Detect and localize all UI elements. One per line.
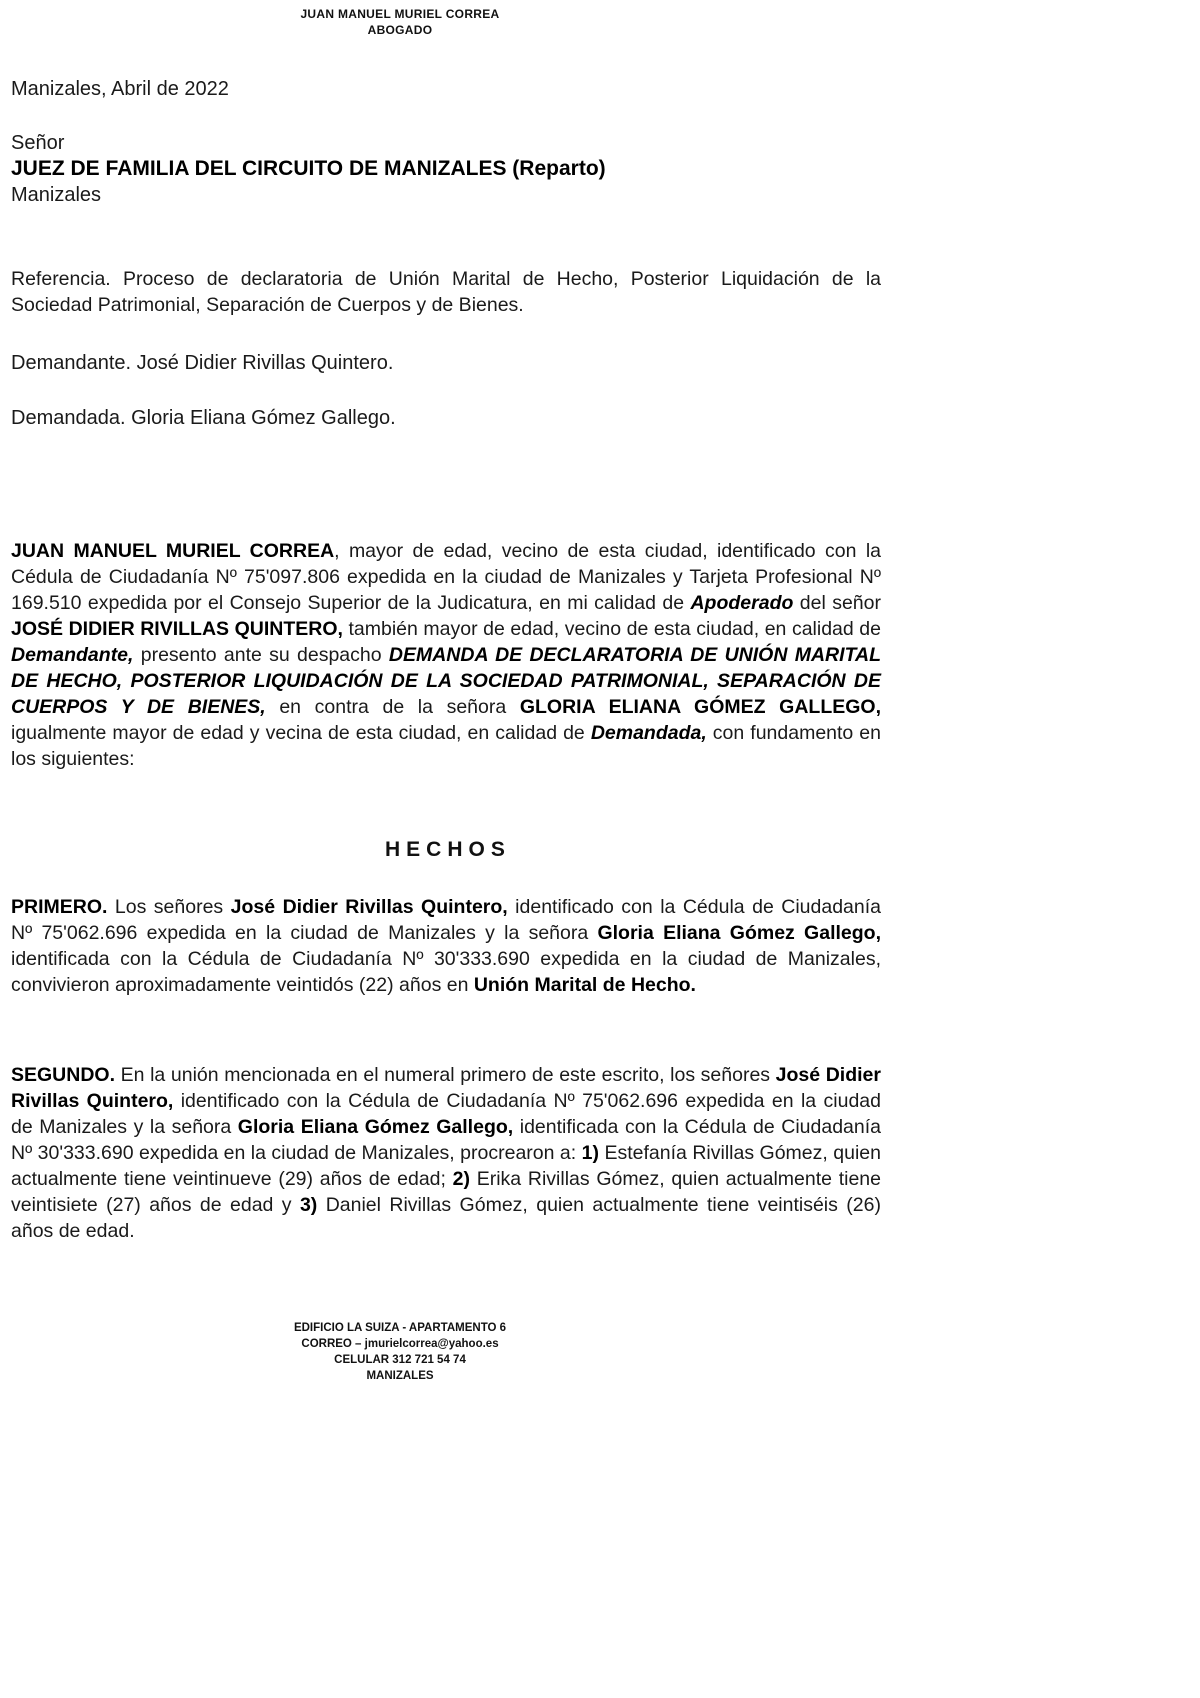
demandante-term: Demandante, — [11, 644, 134, 666]
segundo-name2: Gloria Eliana Gómez Gallego, — [237, 1116, 514, 1138]
client-name: JOSÉ DIDIER RIVILLAS QUINTERO, — [11, 618, 343, 640]
demandada-term: Demandada, — [590, 722, 707, 744]
apoderado-term: Apoderado — [690, 592, 794, 614]
segundo-text-f: Daniel Rivillas Gómez, quien actualmente tiene veintiséis (26) años de edad. — [11, 1194, 881, 1242]
intro-text-c: también mayor de edad, vecino de esta ciudad, en calidad de — [342, 618, 881, 640]
primero-union: Unión Marital de Hecho. — [473, 974, 696, 996]
segundo-text-b: identificado con la Cédula de Ciudadanía Nº 75'062.696 expedida en la ciudad de Manizales y la señora — [11, 1090, 881, 1138]
child-1-number: 1) — [581, 1142, 600, 1164]
defendant-line: Demandada. Gloria Eliana Gómez Gallego. — [11, 407, 396, 429]
fact-segundo — [11, 1062, 881, 1244]
primero-name2: Gloria Eliana Gómez Gallego, — [597, 922, 881, 944]
footer-contact — [220, 1320, 580, 1384]
primero-text-b: identificado con la Cédula de Ciudadanía Nº 75'062.696 expedida en la ciudad de Manizales y la señora — [11, 896, 881, 944]
segundo-label: SEGUNDO. — [11, 1064, 116, 1086]
reference: Referencia. Proceso de declaratoria de Unión Marital de Hecho, Posterior Liquidación de la Sociedad Patrimonial, Separación de Cuerpos y de Bienes. — [11, 268, 881, 316]
primero-name1: José Didier Rivillas Quintero, — [230, 896, 508, 918]
intro-text-g: con fundamento en los siguientes: — [11, 722, 881, 770]
defendant-name: GLORIA ELIANA GÓMEZ GALLEGO, — [519, 696, 882, 718]
letterhead-title: ABOGADO — [367, 23, 433, 37]
date-line: Manizales, Abril de 2022 — [11, 78, 229, 100]
letterhead — [270, 6, 530, 38]
segundo-text-a: En la unión mencionada en el numeral primero de este escrito, los señores — [115, 1064, 776, 1086]
fact-primero — [11, 894, 881, 998]
child-2-number: 2) — [452, 1168, 470, 1190]
child-3-number: 3) — [299, 1194, 318, 1216]
primero-text-c: identificada con la Cédula de Ciudadanía Nº 30'333.690 expedida en la ciudad de Manizales, convivieron aproximadamente veintidós (22) años en — [11, 948, 881, 996]
primero-text-a: Los señores — [107, 896, 231, 918]
intro-text-d: presento ante su despacho — [133, 644, 389, 666]
letterhead-name: JUAN MANUEL MURIEL CORREA — [300, 7, 500, 21]
judge-title: JUEZ DE FAMILIA DEL CIRCUITO DE MANIZALES (Reparto) — [11, 157, 606, 180]
segundo-text-d: Estefanía Rivillas Gómez, quien actualmente tiene veintinueve (29) años de edad; — [11, 1142, 881, 1190]
intro-text-a: , mayor de edad, vecino de esta ciudad, identificado con la Cédula de Ciudadanía Nº 75'097.806 expedida en la ciudad de Manizales y Tarjeta Profesional Nº 169.510 expedida por el Consejo Superior de la Judicatura, en mi calidad de — [11, 540, 881, 614]
footer-email: CORREO – jmurielcorrea@yahoo.es — [301, 1338, 499, 1350]
segundo-text-e: Erika Rivillas Gómez, quien actualmente tiene veintisiete (27) años de edad y — [11, 1168, 881, 1216]
demand-title: DEMANDA DE DECLARATORIA DE UNIÓN MARITAL DE HECHO, POSTERIOR LIQUIDACIÓN DE LA SOCIEDAD PATRIMONIAL, SEPARACIÓN DE CUERPOS Y DE BIENES, — [11, 644, 881, 718]
primero-label: PRIMERO. — [11, 896, 108, 918]
hechos-heading: HECHOS — [385, 838, 511, 861]
salutation: Señor — [11, 132, 65, 154]
footer-address: EDIFICIO LA SUIZA - APARTAMENTO 6 — [293, 1322, 507, 1334]
segundo-name1: José Didier Rivillas Quintero, — [11, 1064, 881, 1112]
plaintiff-line: Demandante. José Didier Rivillas Quintero. — [11, 352, 394, 374]
intro-text-e: en contra de la señora — [265, 696, 520, 718]
intro-text-b: del señor — [793, 592, 881, 614]
footer-city: MANIZALES — [366, 1370, 434, 1382]
addressee-city: Manizales — [11, 184, 102, 206]
addressee — [11, 130, 881, 208]
intro-text-f: igualmente mayor de edad y vecina de esta ciudad, en calidad de — [11, 722, 591, 744]
intro-paragraph — [11, 538, 881, 772]
footer-phone: CELULAR 312 721 54 74 — [334, 1354, 466, 1366]
segundo-text-c: identificada con la Cédula de Ciudadanía Nº 30'333.690 expedida en la ciudad de Manizales, procrearon a: — [11, 1116, 881, 1164]
lawyer-name: JUAN MANUEL MURIEL CORREA — [11, 540, 335, 562]
